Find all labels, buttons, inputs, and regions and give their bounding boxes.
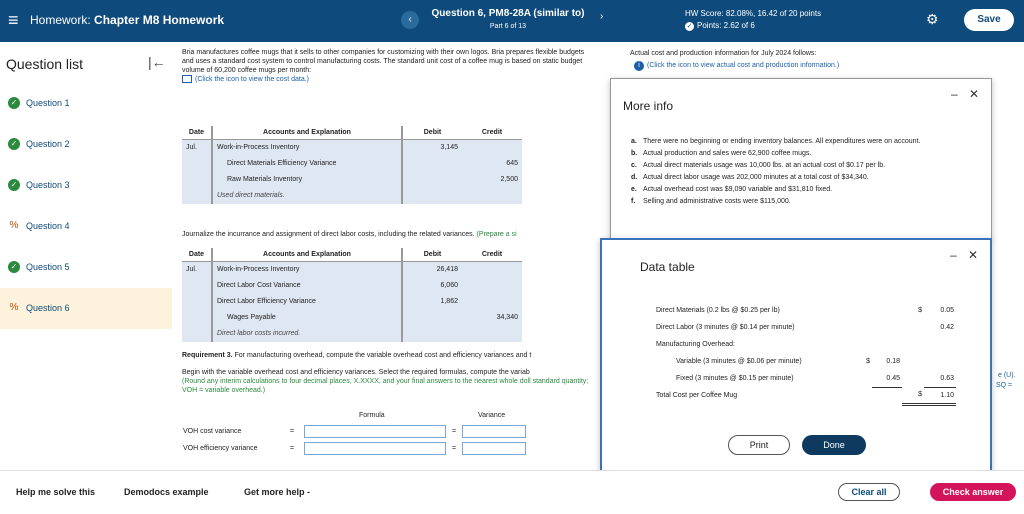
table-row: Variable (3 minutes @ $0.06 per minute) $ 0.18 <box>676 358 900 365</box>
list-item: e. Actual overhead cost was $9,090 variable and $31,810 fixed. <box>631 186 833 193</box>
sidebar-item-question-4[interactable]: % Question 4 <box>9 220 70 231</box>
list-item: b. Actual production and sales were 62,900 coffee mugs. <box>631 150 812 157</box>
modal-title: More info <box>623 99 674 113</box>
hamburger-icon[interactable]: ≡ <box>8 10 19 30</box>
column-header: Credit <box>462 126 522 140</box>
table-row: Direct Labor Efficiency Variance 1,862 <box>182 294 522 310</box>
homework-title: Homework: Chapter M8 Homework <box>30 13 225 27</box>
cost-data-link[interactable]: (Click the icon to view the cost data.) <box>182 76 309 83</box>
check-icon: ✓ <box>8 138 20 150</box>
table-row: Direct Materials Efficiency Variance 645 <box>182 156 522 172</box>
more-info-list <box>631 137 971 209</box>
sidebar-item-question-2[interactable]: ✓ Question 2 <box>0 124 172 165</box>
table-row: Jul. Work-in-Process Inventory 26,418 <box>182 262 522 278</box>
requirement-3: Requirement 3. For manufacturing overhead, compute the variable overhead cost and efficiency variances and t <box>182 352 532 359</box>
minimize-icon[interactable]: – <box>951 87 958 101</box>
close-icon[interactable]: ✕ <box>968 248 979 262</box>
journal-entry-labor <box>182 248 522 342</box>
table-row: Direct Labor Cost Variance 6,060 <box>182 278 522 294</box>
modal-title: Data table <box>640 260 695 274</box>
column-header: Accounts and Explanation <box>212 126 402 140</box>
check-icon: ✓ <box>8 97 20 109</box>
previous-question-button[interactable]: ‹ <box>401 11 419 29</box>
points-display: ✓ Points: 2.62 of 6 <box>686 21 755 30</box>
partial-text: e (U). <box>998 372 1016 379</box>
question-title: Question 6, PM8-28A (similar to) <box>431 8 585 19</box>
table-row: Jul. Work-in-Process Inventory 3,145 <box>182 140 522 156</box>
voh-efficiency-variance-label: VOH efficiency variance <box>183 445 258 452</box>
sidebar-item-question-3[interactable]: ✓ Question 3 <box>0 165 172 206</box>
sidebar-item-question-5[interactable]: ✓ Question 5 <box>0 247 172 288</box>
column-header: Date <box>182 248 212 262</box>
question-intro: Bria manufactures coffee mugs that it sells to other companies for customizing with their own logos. Bria prepares flexible budgets and uses a standard cost system to control manufacturing costs. The standard unit cost of a coffee mug is based on static budget volume of 60,200 coffee mugs per month: (Click the icon to view the cost data.) <box>182 49 585 83</box>
table-row: Direct Materials (0.2 lbs @ $0.25 per lb) $ 0.05 <box>656 307 954 314</box>
voh-cost-formula-input[interactable] <box>304 425 446 438</box>
table-row: Direct Labor (3 minutes @ $0.14 per minute) 0.42 <box>656 324 954 331</box>
journal-entry-materials <box>182 126 522 204</box>
clear-all-button[interactable]: Clear all <box>838 483 900 501</box>
partial-credit-icon: % <box>9 220 19 231</box>
close-icon[interactable]: ✕ <box>969 87 980 101</box>
table-row: Manufacturing Overhead: <box>656 341 735 348</box>
info-icon: i <box>634 61 644 71</box>
check-icon: ✓ <box>8 179 20 191</box>
actual-cost-intro: Actual cost and production information for July 2024 follows: <box>630 50 817 57</box>
part-indicator: Part 6 of 13 <box>489 23 527 30</box>
column-header: Debit <box>402 248 462 262</box>
collapse-sidebar-icon[interactable]: |← <box>148 54 166 70</box>
print-button[interactable]: Print <box>728 435 790 455</box>
get-more-help-link[interactable]: Get more help - <box>244 487 311 497</box>
table-row: Direct labor costs incurred. <box>182 326 522 342</box>
question-list-panel <box>0 42 172 470</box>
column-header: Accounts and Explanation <box>212 248 402 262</box>
gear-icon[interactable]: ⚙ <box>926 11 939 27</box>
table-row: Wages Payable 34,340 <box>182 310 522 326</box>
table-row: Raw Materials Inventory 2,500 <box>182 172 522 188</box>
list-item: f. Selling and administrative costs were $115,000. <box>631 198 791 205</box>
minimize-icon[interactable]: – <box>950 248 957 262</box>
formula-header: Formula <box>359 412 385 419</box>
partial-text: SQ = <box>996 382 1013 389</box>
check-icon: ✓ <box>8 261 20 273</box>
column-header: Date <box>182 126 212 140</box>
table-row: Used direct materials. <box>182 188 522 204</box>
voh-cost-variance-input[interactable] <box>462 425 526 438</box>
question-content: Bria manufactures coffee mugs that it sells to other companies for customizing with their own logos. Bria prepares flexible budgets and uses a standard cost system to control manufacturing costs. The standard unit cost of a coffee mug is based on static budget volume of 60,200 coffee mugs per month: (Click the icon to view the cost data.) Date Accounts and Explanation Debit Credit Jul. Work-in-Process Inventory 3,145 Direct Materials Efficiency Variance 645 Raw Materials Inventory 2,500 Used direct materials. Journalize the incurrance and assignment of direct labor costs, including the related variances. (Prepare a si Date Accounts and Explanation Debit Credit Jul. Work-in-Process Inventory 26,418 Direct Labor Cost Variance 6,060 Direct Labor Efficiency Variance 1,862 Wages Payable 34,340 Direct labor costs incurred. Requirement 3. For manufacturing overhead, compute the variable overhead cost and efficiency variances and t Begin with the variable overhead cost and efficiency variances. Select the required formulas, compute the variab (Round any interim calculations to four decimal places, X.XXXX, and your final answers to the nearest whole doll standard quantity; VOH = variable overhead.) Formula Variance VOH cost variance = = VOH efficiency variance = = Actual cost and production information for July 2024 follows: i (Click the icon to view actual cost and production information.) e (U). SQ = <box>172 42 1024 470</box>
sidebar-item-question-6[interactable]: % Question 6 <box>0 288 172 329</box>
table-row: Fixed (3 minutes @ $0.15 per minute) 0.45 0.63 <box>654 370 956 387</box>
hw-score: HW Score: 82.08%, 16.42 of 20 points <box>685 9 822 18</box>
partial-credit-icon: % <box>9 302 19 313</box>
variance-header: Variance <box>478 412 506 419</box>
next-question-button[interactable]: › <box>600 11 604 22</box>
data-table-modal <box>600 238 992 486</box>
partial-credit-icon: ✓ <box>686 23 693 30</box>
voh-efficiency-variance-input[interactable] <box>462 442 526 455</box>
list-item: d. Actual direct labor usage was 202,000 minutes at a total cost of $34,340. <box>631 174 869 181</box>
footer-bar <box>0 470 1024 514</box>
demodocs-example-link[interactable]: Demodocs example <box>124 487 209 497</box>
done-button[interactable]: Done <box>802 435 866 455</box>
table-icon <box>182 75 192 83</box>
voh-cost-variance-label: VOH cost variance <box>183 428 242 435</box>
help-me-solve-link[interactable]: Help me solve this <box>16 487 96 497</box>
check-answer-button[interactable]: Check answer <box>930 483 1016 501</box>
column-header: Debit <box>402 126 462 140</box>
cost-data-table <box>654 302 956 406</box>
list-item: c. Actual direct materials usage was 10,000 lbs. at an actual cost of $0.17 per lb. <box>631 162 886 169</box>
voh-efficiency-formula-input[interactable] <box>304 442 446 455</box>
top-bar <box>0 0 1024 42</box>
save-button[interactable]: Save <box>964 9 1014 31</box>
list-item: a. There were no beginning or ending inventory balances. All expenditures were on account. <box>631 138 921 145</box>
more-info-modal <box>610 78 992 240</box>
question-list-title: Question list <box>6 56 84 72</box>
table-row: Total Cost per Coffee Mug $ 1.10 <box>654 387 956 404</box>
instruction-text: Journalize the incurrance and assignment of direct labor costs, including the related variances. (Prepare a si <box>182 231 517 238</box>
actual-cost-link[interactable]: i (Click the icon to view actual cost and production information.) <box>634 61 839 71</box>
column-header: Credit <box>462 248 522 262</box>
requirement-instructions: Begin with the variable overhead cost and efficiency variances. Select the required formulas, compute the variab (Round any interim calculations to four decimal places, X.XXXX, and your final answers to the nearest whole doll standard quantity; VOH = variable overhead.) <box>182 369 589 394</box>
sidebar-item-question-1[interactable]: ✓ Question 1 <box>0 83 172 124</box>
